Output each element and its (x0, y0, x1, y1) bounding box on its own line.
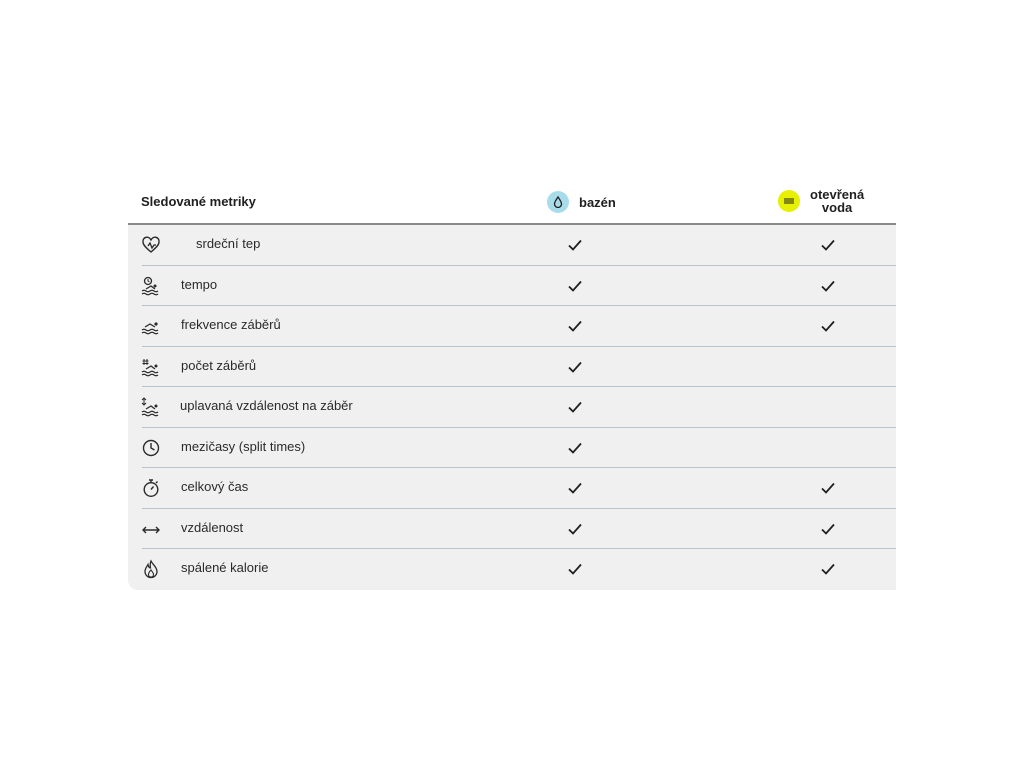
row-label: počet záběrů (181, 357, 257, 373)
table-header (128, 180, 896, 225)
check-icon (567, 359, 583, 375)
row-label: srdeční tep (196, 236, 261, 251)
metrics-table (128, 180, 896, 590)
column-label-open-water-line1: otevřená (810, 187, 865, 202)
table-row (128, 387, 896, 428)
row-label: uplavaná vzdálenost na záběr (180, 398, 353, 413)
table-row (128, 347, 896, 388)
table-row (128, 468, 896, 509)
water-drop-icon (547, 191, 569, 213)
heart-rate-icon (141, 235, 161, 255)
flame-icon (141, 559, 161, 579)
pace-swimmer-icon (141, 276, 161, 296)
check-icon (567, 399, 583, 415)
distance-per-stroke-icon (141, 397, 161, 417)
column-label-pool: bazén (579, 194, 616, 210)
column-header-pool (547, 191, 616, 213)
column-label-open-water (810, 188, 864, 214)
table-row (128, 549, 896, 590)
table-row (128, 428, 896, 469)
check-icon (820, 561, 836, 577)
check-icon (820, 318, 836, 334)
check-icon (820, 278, 836, 294)
check-icon (567, 278, 583, 294)
check-icon (820, 521, 836, 537)
check-icon (567, 440, 583, 456)
row-label: tempo (181, 276, 218, 292)
split-times-clock-icon (141, 438, 161, 458)
row-label: mezičasy (split times) (181, 438, 306, 454)
check-icon (567, 561, 583, 577)
row-label: spálené kalorie (181, 560, 269, 575)
check-icon (567, 318, 583, 334)
stopwatch-icon (141, 478, 161, 498)
table-body (128, 225, 896, 590)
row-label: celkový čas (181, 479, 249, 494)
open-water-icon (778, 190, 800, 212)
check-icon (820, 237, 836, 253)
column-header-open-water (778, 188, 864, 214)
table-row (128, 266, 896, 307)
table-row (128, 225, 896, 266)
check-icon (820, 480, 836, 496)
check-icon (567, 480, 583, 496)
check-icon (567, 237, 583, 253)
row-label: frekvence záběrů (181, 317, 281, 332)
table-row (128, 306, 896, 347)
row-label: vzdálenost (181, 519, 244, 535)
table-row (128, 509, 896, 550)
check-icon (567, 521, 583, 537)
table-title: Sledované metriky (141, 194, 256, 209)
stroke-count-icon (141, 357, 161, 377)
distance-arrows-icon (141, 519, 161, 539)
stroke-rate-icon (141, 316, 161, 336)
column-label-open-water-line2: voda (821, 200, 853, 215)
